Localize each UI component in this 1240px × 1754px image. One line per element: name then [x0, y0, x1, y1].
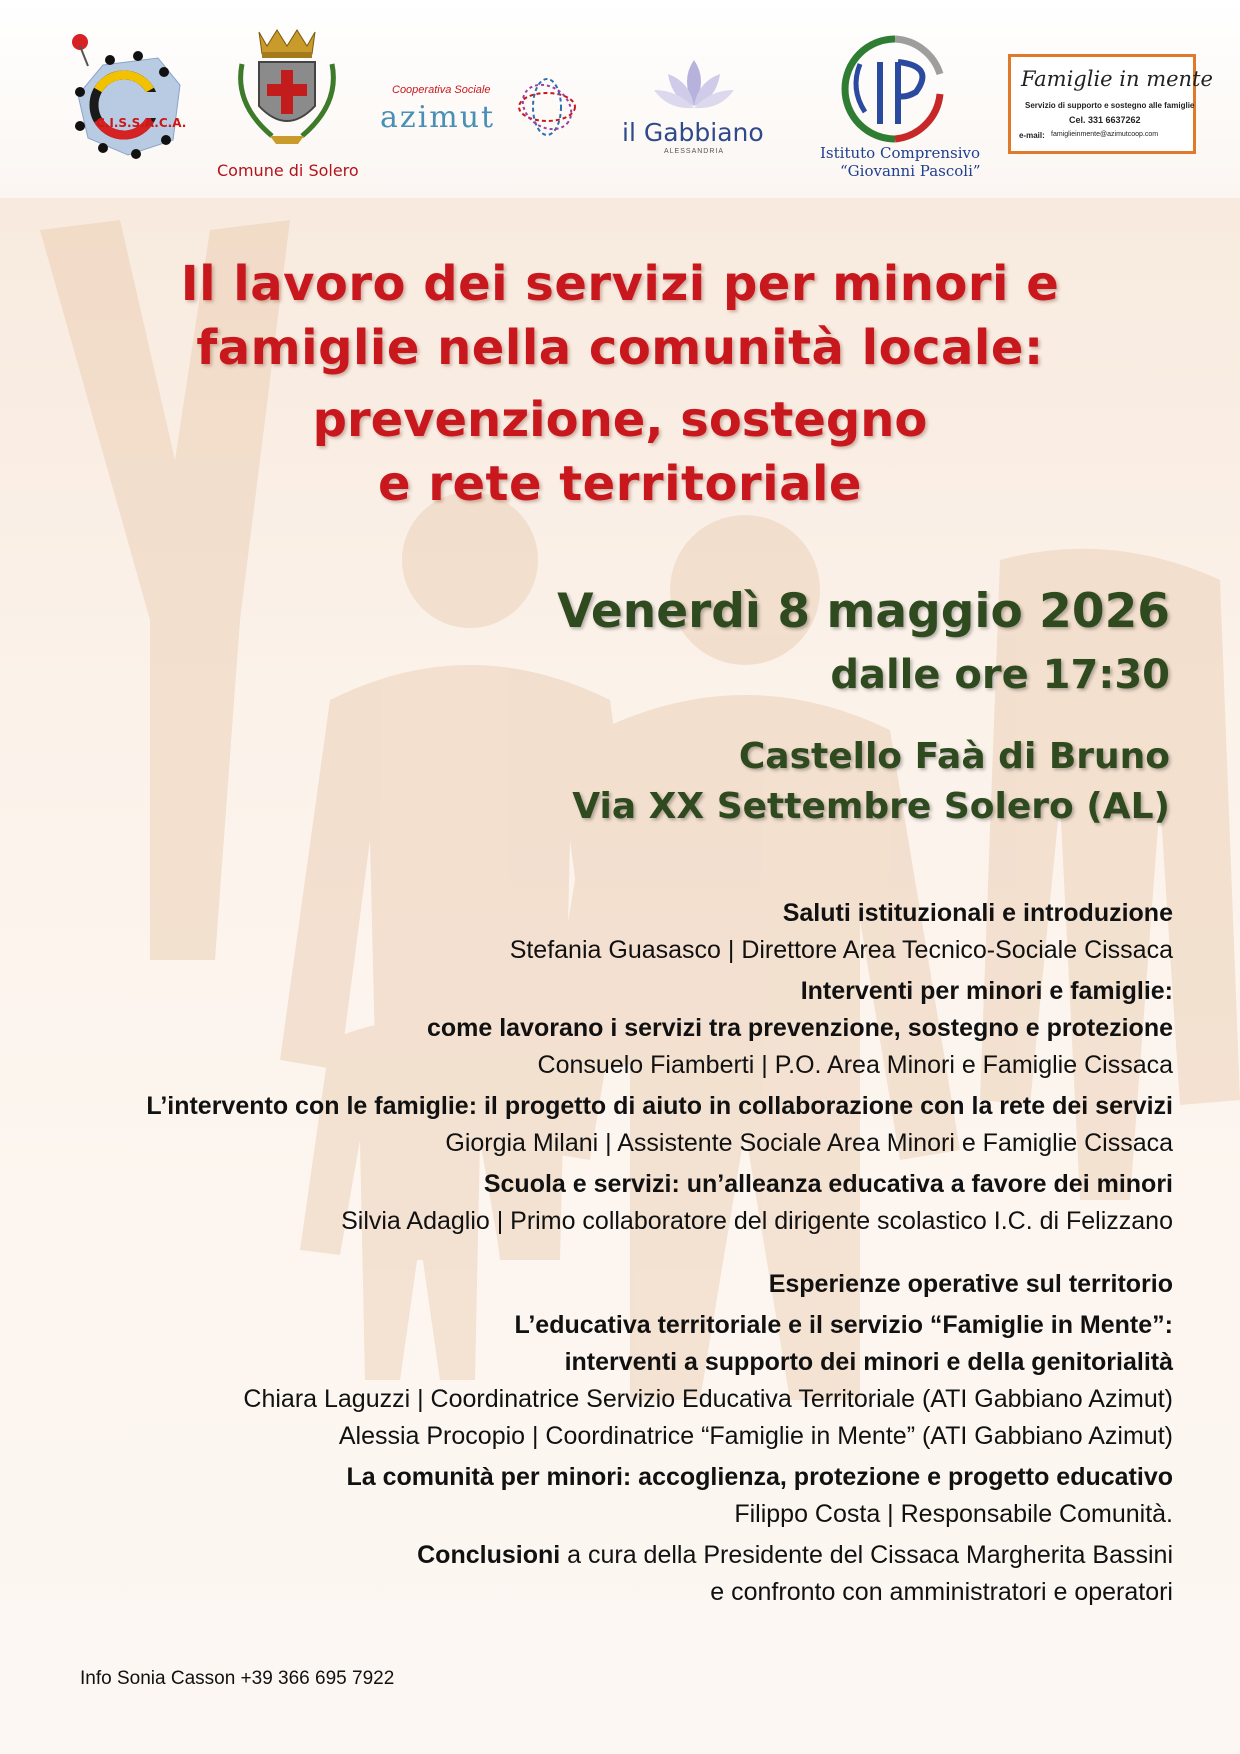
azimut-logo: [378, 70, 588, 150]
gabbiano-label: il Gabbiano: [622, 118, 764, 147]
title-line-3: prevenzione, sostegno: [312, 392, 928, 448]
azimut-globe-icon: [514, 74, 580, 140]
program: [33, 895, 1173, 1611]
istituto-label-2: “Giovanni Pascoli”: [840, 162, 981, 180]
program-section-title: Scuola e servizi: un’alleanza educativa a favore dei minori: [483, 1170, 1173, 1198]
logo-bar: [0, 0, 1240, 198]
event-venue: Castello Faà di Bruno: [738, 736, 1170, 777]
famiglie-email-label: e-mail:: [1019, 131, 1045, 140]
gabbiano-sublabel: ALESSANDRIA: [664, 148, 725, 155]
comune-solero-logo: [212, 24, 362, 184]
program-speaker: Silvia Adaglio | Primo collaboratore del dirigente scolastico I.C. di Felizzano: [341, 1207, 1173, 1235]
famiglie-in-mente-logo: [1008, 54, 1213, 154]
program-speaker: Chiara Laguzzi | Coordinatrice Servizio Educativa Territoriale (ATI Gabbiano Azimut): [243, 1385, 1173, 1413]
program-heading: Esperienze operative sul territorio: [768, 1270, 1173, 1298]
conclusions-text: a cura della Presidente del Cissaca Margherita Bassini: [560, 1541, 1173, 1569]
istituto-pascoli-logo: [810, 34, 980, 184]
istituto-label-1: Istituto Comprensivo: [820, 144, 981, 162]
conclusions-label: Conclusioni: [417, 1541, 561, 1569]
event-address: Via XX Settembre Solero (AL): [572, 786, 1170, 827]
program-section-title: come lavorano i servizi tra prevenzione, sostegno e protezione: [426, 1014, 1173, 1042]
lotus-icon: [652, 54, 736, 114]
comune-solero-label: Comune di Solero: [217, 161, 359, 180]
program-section-title: La comunità per minori: accoglienza, protezione e progetto educativo: [346, 1463, 1173, 1491]
program-speaker: Giorgia Milani | Assistente Sociale Area Minori e Famiglie Cissaca: [445, 1129, 1173, 1157]
event-time: dalle ore 17:30: [830, 652, 1170, 698]
azimut-small-label: Cooperativa Sociale: [392, 84, 491, 96]
program-conclusions-line-2: e confronto con amministratori e operatori: [710, 1578, 1173, 1606]
program-speaker: Stefania Guasasco | Direttore Area Tecnico-Sociale Cissaca: [509, 936, 1173, 964]
famiglie-title: Famiglie in mente: [1021, 67, 1213, 91]
program-section-title: L’educativa territoriale e il servizio “Famiglie in Mente”:: [514, 1311, 1173, 1339]
famiglie-email: famiglieinmente@azimutcoop.com: [1051, 131, 1159, 138]
event-date: Venerdì 8 maggio 2026: [557, 584, 1170, 639]
title-line-1: Il lavoro dei servizi per minori e: [180, 256, 1060, 312]
program-speaker: Filippo Costa | Responsabile Comunità.: [734, 1500, 1173, 1528]
program-section-title: interventi a supporto dei minori e della genitorialità: [564, 1348, 1173, 1376]
famiglie-cel: Cel. 331 6637262: [1069, 115, 1141, 125]
title-line-2: famiglie nella comunità locale:: [196, 320, 1044, 376]
program-speaker: Consuelo Fiamberti | P.O. Area Minori e Famiglie Cissaca: [537, 1051, 1173, 1079]
cissaca-logo: [58, 30, 193, 165]
famiglie-sub: Servizio di supporto e sostegno alle famiglie: [1025, 101, 1195, 110]
cissaca-logo-text: C.I.S.S.A.C.A.: [96, 116, 187, 130]
program-speaker: Alessia Procopio | Coordinatrice “Famiglie in Mente” (ATI Gabbiano Azimut): [338, 1422, 1173, 1450]
program-conclusions: [33, 1537, 1173, 1574]
event-title: [60, 252, 1180, 516]
gabbiano-logo: [614, 54, 774, 164]
program-section-title: Saluti istituzionali e introduzione: [782, 899, 1173, 927]
contact-info: Info Sonia Casson +39 366 695 7922: [80, 1668, 395, 1689]
title-line-4: e rete territoriale: [378, 456, 862, 512]
program-section-title: Interventi per minori e famiglie:: [800, 977, 1173, 1005]
azimut-label: azimut: [380, 100, 496, 135]
program-section-title: L’intervento con le famiglie: il progetto di aiuto in collaborazione con la rete dei servizi: [146, 1092, 1173, 1120]
